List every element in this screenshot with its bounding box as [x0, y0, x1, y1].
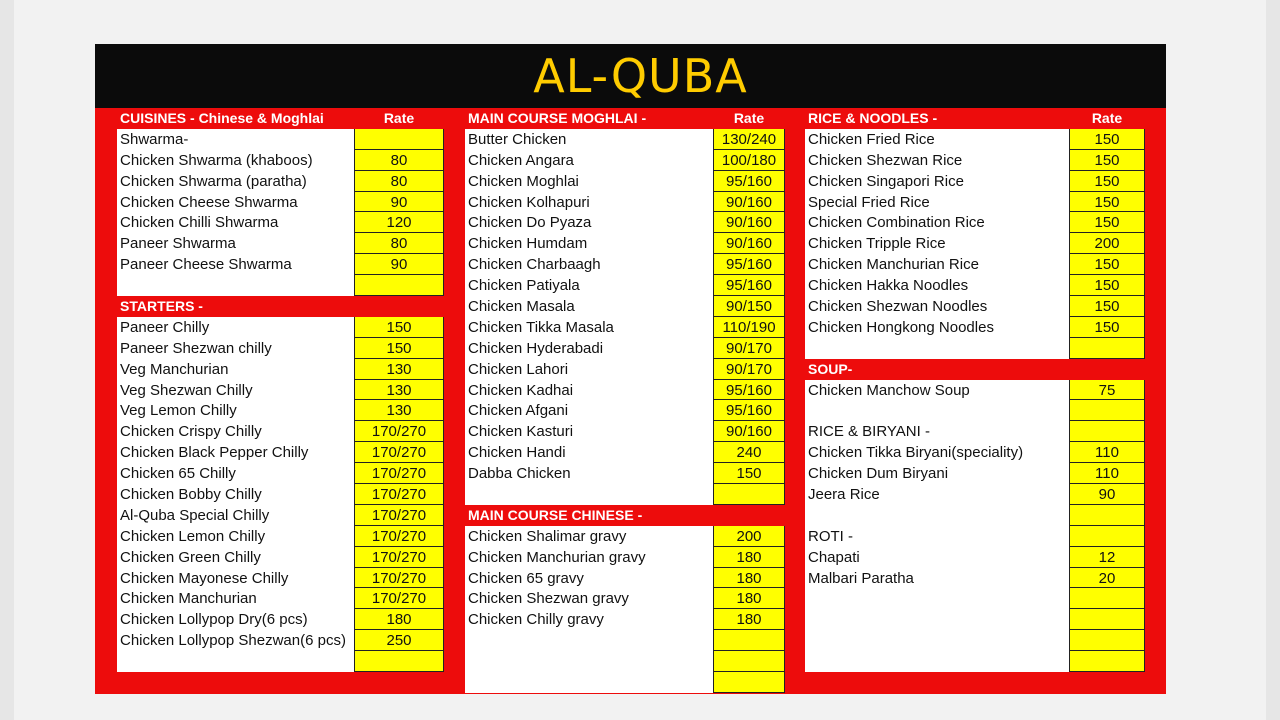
item-rate: 95/160	[713, 275, 785, 296]
restaurant-title: AL-QUBA	[533, 49, 748, 103]
section-header	[465, 505, 785, 526]
item-rate	[713, 484, 785, 505]
item-rate	[1069, 630, 1145, 651]
item-name: Dabba Chicken	[465, 463, 713, 484]
item-name: Malbari Paratha	[805, 568, 1069, 589]
item-name	[117, 275, 354, 296]
section-header	[117, 296, 444, 317]
item-rate: 90	[354, 192, 444, 213]
item-name: Chicken Black Pepper Chilly	[117, 442, 354, 463]
menu-item-row	[117, 359, 444, 380]
item-name: Chicken Hongkong Noodles	[805, 317, 1069, 338]
item-rate: 170/270	[354, 442, 444, 463]
item-name: Chicken Angara	[465, 150, 713, 171]
item-name: Chicken Tikka Masala	[465, 317, 713, 338]
item-name: Paneer Chilly	[117, 317, 354, 338]
item-rate: 130/240	[713, 129, 785, 150]
item-name: Chicken Shalimar gravy	[465, 526, 713, 547]
item-rate: 130	[354, 380, 444, 401]
item-rate: 20	[1069, 568, 1145, 589]
item-rate: 150	[1069, 296, 1145, 317]
item-name: Paneer Shezwan chilly	[117, 338, 354, 359]
column-header	[805, 108, 1145, 129]
menu-item-row	[465, 212, 785, 233]
item-rate	[1069, 338, 1145, 359]
item-name: Paneer Shwarma	[117, 233, 354, 254]
item-name: Chicken Hakka Noodles	[805, 275, 1069, 296]
menu-item-row	[465, 150, 785, 171]
item-rate: 170/270	[354, 568, 444, 589]
item-name: MAIN COURSE MOGHLAI -	[468, 110, 647, 126]
menu-item-row	[117, 526, 444, 547]
menu-item-row	[465, 192, 785, 213]
item-name: ROTI -	[805, 526, 1069, 547]
item-rate: 180	[713, 547, 785, 568]
item-name: Chicken Combination Rice	[805, 212, 1069, 233]
item-name: Chicken Masala	[465, 296, 713, 317]
item-name	[805, 505, 1069, 526]
item-rate: 240	[713, 442, 785, 463]
item-rate: 170/270	[354, 526, 444, 547]
menu-item-row	[805, 150, 1145, 171]
item-name: Chicken Moghlai	[465, 171, 713, 192]
item-rate	[1069, 526, 1145, 547]
item-name: Chicken Afgani	[465, 400, 713, 421]
item-rate: 95/160	[713, 380, 785, 401]
item-rate: 150	[1069, 129, 1145, 150]
item-name: Chicken Cheese Shwarma	[117, 192, 354, 213]
page-edge-right	[1266, 0, 1280, 720]
menu-item-row	[465, 484, 785, 505]
item-name	[465, 651, 713, 672]
item-name: RICE & NOODLES -	[808, 110, 938, 126]
item-name: Chicken Manchurian Rice	[805, 254, 1069, 275]
item-name: Chicken Humdam	[465, 233, 713, 254]
menu-item-row	[805, 212, 1145, 233]
item-name: MAIN COURSE CHINESE -	[468, 506, 643, 523]
menu-item-row	[117, 254, 444, 275]
item-name: Butter Chicken	[465, 129, 713, 150]
item-name: Chicken Chilly gravy	[465, 609, 713, 630]
menu-item-row	[117, 568, 444, 589]
menu-item-row	[465, 129, 785, 150]
menu-item-row	[117, 442, 444, 463]
item-name	[805, 338, 1069, 359]
menu-item-row	[465, 609, 785, 630]
section-header	[805, 359, 1145, 380]
menu-item-row	[465, 359, 785, 380]
item-rate: 180	[713, 588, 785, 609]
item-rate	[713, 672, 785, 693]
menu-item-row	[805, 526, 1145, 547]
item-name: Chicken Green Chilly	[117, 547, 354, 568]
item-rate: 75	[1069, 380, 1145, 401]
item-name: Veg Shezwan Chilly	[117, 380, 354, 401]
item-rate	[354, 129, 444, 150]
page-edge-left	[0, 0, 14, 720]
menu-item-row	[117, 609, 444, 630]
menu-item-row	[117, 630, 444, 651]
item-name: Al-Quba Special Chilly	[117, 505, 354, 526]
menu-item-row	[117, 484, 444, 505]
menu-item-row	[465, 651, 785, 672]
item-rate: 180	[713, 568, 785, 589]
item-rate: 90/160	[713, 421, 785, 442]
menu-item-row	[805, 651, 1145, 672]
menu-item-row	[117, 317, 444, 338]
item-name	[805, 609, 1069, 630]
menu-item-row	[117, 380, 444, 401]
menu-item-row	[805, 296, 1145, 317]
menu-item-row	[465, 171, 785, 192]
item-name	[805, 630, 1069, 651]
item-name: Chicken Mayonese Chilly	[117, 568, 354, 589]
menu-item-row	[805, 484, 1145, 505]
menu-item-row	[117, 275, 444, 296]
item-name	[465, 630, 713, 651]
item-rate: 90/160	[713, 212, 785, 233]
item-rate: 110	[1069, 442, 1145, 463]
item-name: Chicken Lollypop Dry(6 pcs)	[117, 609, 354, 630]
item-rate: 150	[354, 338, 444, 359]
item-name: Chicken Charbaagh	[465, 254, 713, 275]
item-name: Chicken Lollypop Shezwan(6 pcs)	[117, 630, 354, 651]
menu-item-row	[805, 317, 1145, 338]
item-rate: 150	[1069, 212, 1145, 233]
item-name: Chicken Shezwan Noodles	[805, 296, 1069, 317]
item-rate: 80	[354, 171, 444, 192]
item-rate: 200	[1069, 233, 1145, 254]
item-name: SOUP-	[808, 360, 853, 377]
item-name: Chicken Fried Rice	[805, 129, 1069, 150]
item-rate	[1069, 505, 1145, 526]
menu-column-rice-noodles	[805, 108, 1145, 672]
item-rate: 95/160	[713, 400, 785, 421]
column-header	[117, 108, 444, 129]
item-name: Chicken Shezwan gravy	[465, 588, 713, 609]
menu-item-row	[465, 421, 785, 442]
item-name: Chicken Kadhai	[465, 380, 713, 401]
item-name: Chicken Dum Biryani	[805, 463, 1069, 484]
menu-item-row	[465, 463, 785, 484]
item-name: Chicken Tikka Biryani(speciality)	[805, 442, 1069, 463]
item-rate	[713, 651, 785, 672]
item-name: Chicken Kolhapuri	[465, 192, 713, 213]
menu-item-row	[117, 171, 444, 192]
menu-item-row	[465, 526, 785, 547]
title-bar	[95, 44, 1166, 108]
item-name: Chapati	[805, 547, 1069, 568]
menu-column-cuisines	[117, 108, 444, 672]
menu-item-row	[805, 400, 1145, 421]
item-name: Chicken Lemon Chilly	[117, 526, 354, 547]
item-rate: 100/180	[713, 150, 785, 171]
item-rate: 90/170	[713, 359, 785, 380]
menu-item-row	[805, 275, 1145, 296]
menu-item-row	[805, 463, 1145, 484]
menu-item-row	[117, 463, 444, 484]
menu-item-row	[805, 568, 1145, 589]
menu-item-row	[465, 672, 785, 693]
item-rate: 250	[354, 630, 444, 651]
item-rate: 180	[713, 609, 785, 630]
item-name: Veg Manchurian	[117, 359, 354, 380]
item-name: STARTERS -	[120, 298, 203, 315]
item-name	[805, 588, 1069, 609]
item-rate: 150	[1069, 150, 1145, 171]
menu-item-row	[465, 442, 785, 463]
item-name: Chicken Crispy Chilly	[117, 421, 354, 442]
menu-item-row	[117, 651, 444, 672]
item-name: Special Fried Rice	[805, 192, 1069, 213]
item-rate	[354, 651, 444, 672]
item-rate: Rate	[1091, 110, 1123, 126]
item-rate	[1069, 400, 1145, 421]
item-rate: Rate	[733, 110, 765, 126]
item-rate: 170/270	[354, 421, 444, 442]
item-rate: 90/170	[713, 338, 785, 359]
item-rate	[354, 275, 444, 296]
item-rate: 90/160	[713, 233, 785, 254]
item-name	[465, 484, 713, 505]
item-rate: 180	[354, 609, 444, 630]
menu-item-row	[465, 296, 785, 317]
item-rate: 90	[1069, 484, 1145, 505]
menu-item-row	[117, 421, 444, 442]
menu-item-row	[465, 547, 785, 568]
item-name: Chicken Singapori Rice	[805, 171, 1069, 192]
item-rate: 150	[1069, 171, 1145, 192]
item-rate: 95/160	[713, 171, 785, 192]
item-rate: 200	[713, 526, 785, 547]
menu-item-row	[465, 233, 785, 254]
item-name: Chicken 65 Chilly	[117, 463, 354, 484]
item-rate: 12	[1069, 547, 1145, 568]
item-name: Chicken Tripple Rice	[805, 233, 1069, 254]
menu-item-row	[117, 338, 444, 359]
item-name: Chicken Manchow Soup	[805, 380, 1069, 401]
menu-item-row	[805, 547, 1145, 568]
item-name: Veg Lemon Chilly	[117, 400, 354, 421]
item-rate: 170/270	[354, 588, 444, 609]
item-name: CUISINES - Chinese & Moghlai	[120, 110, 324, 126]
item-rate: 130	[354, 359, 444, 380]
item-name: Shwarma-	[117, 129, 354, 150]
item-name: Chicken Patiyala	[465, 275, 713, 296]
menu-column-main-course	[465, 108, 785, 693]
menu-item-row	[117, 400, 444, 421]
menu-item-row	[805, 505, 1145, 526]
item-rate: 110/190	[713, 317, 785, 338]
item-name: Jeera Rice	[805, 484, 1069, 505]
item-rate: 150	[1069, 254, 1145, 275]
item-name: Chicken Shwarma (paratha)	[117, 171, 354, 192]
item-name	[805, 651, 1069, 672]
item-name	[805, 400, 1069, 421]
menu-item-row	[805, 192, 1145, 213]
item-rate: 150	[354, 317, 444, 338]
menu-item-row	[805, 171, 1145, 192]
item-name: Chicken Shwarma (khaboos)	[117, 150, 354, 171]
item-name	[117, 651, 354, 672]
menu-item-row	[117, 192, 444, 213]
item-name: Chicken Shezwan Rice	[805, 150, 1069, 171]
item-name: Paneer Cheese Shwarma	[117, 254, 354, 275]
menu-item-row	[805, 338, 1145, 359]
item-rate	[1069, 588, 1145, 609]
item-rate: 120	[354, 212, 444, 233]
item-name: Chicken Chilli Shwarma	[117, 212, 354, 233]
menu-item-row	[117, 505, 444, 526]
item-name: Chicken Lahori	[465, 359, 713, 380]
item-rate: 150	[1069, 275, 1145, 296]
menu-item-row	[465, 380, 785, 401]
menu-item-row	[465, 254, 785, 275]
menu-item-row	[117, 150, 444, 171]
item-rate: 90/150	[713, 296, 785, 317]
menu-board	[95, 44, 1166, 694]
item-rate: 80	[354, 233, 444, 254]
menu-item-row	[465, 317, 785, 338]
item-name: Chicken Hyderabadi	[465, 338, 713, 359]
item-rate: 95/160	[713, 254, 785, 275]
menu-item-row	[465, 275, 785, 296]
item-name: Chicken Do Pyaza	[465, 212, 713, 233]
item-rate: 170/270	[354, 484, 444, 505]
menu-item-row	[805, 442, 1145, 463]
item-rate: 80	[354, 150, 444, 171]
menu-item-row	[117, 233, 444, 254]
item-name: Chicken Handi	[465, 442, 713, 463]
menu-item-row	[805, 630, 1145, 651]
item-name: Chicken 65 gravy	[465, 568, 713, 589]
item-rate: 170/270	[354, 547, 444, 568]
item-rate	[1069, 609, 1145, 630]
item-rate: Rate	[383, 110, 415, 126]
item-rate: 170/270	[354, 505, 444, 526]
menu-item-row	[465, 568, 785, 589]
item-rate: 150	[1069, 192, 1145, 213]
menu-item-row	[117, 212, 444, 233]
item-name: RICE & BIRYANI -	[805, 421, 1069, 442]
menu-item-row	[465, 338, 785, 359]
item-rate	[713, 630, 785, 651]
menu-item-row	[805, 588, 1145, 609]
menu-item-row	[465, 588, 785, 609]
item-rate: 150	[713, 463, 785, 484]
item-rate: 90	[354, 254, 444, 275]
item-rate: 110	[1069, 463, 1145, 484]
item-rate: 130	[354, 400, 444, 421]
item-name	[465, 672, 713, 693]
menu-item-row	[117, 129, 444, 150]
menu-item-row	[805, 421, 1145, 442]
menu-item-row	[805, 254, 1145, 275]
item-rate	[1069, 421, 1145, 442]
item-rate	[1069, 651, 1145, 672]
item-name: Chicken Manchurian gravy	[465, 547, 713, 568]
menu-item-row	[465, 630, 785, 651]
menu-item-row	[117, 547, 444, 568]
item-name: Chicken Kasturi	[465, 421, 713, 442]
menu-item-row	[805, 233, 1145, 254]
menu-item-row	[465, 400, 785, 421]
item-rate: 90/160	[713, 192, 785, 213]
column-header	[465, 108, 785, 129]
menu-item-row	[805, 380, 1145, 401]
item-name: Chicken Bobby Chilly	[117, 484, 354, 505]
item-name: Chicken Manchurian	[117, 588, 354, 609]
menu-item-row	[117, 588, 444, 609]
item-rate: 150	[1069, 317, 1145, 338]
menu-item-row	[805, 609, 1145, 630]
menu-item-row	[805, 129, 1145, 150]
item-rate: 170/270	[354, 463, 444, 484]
